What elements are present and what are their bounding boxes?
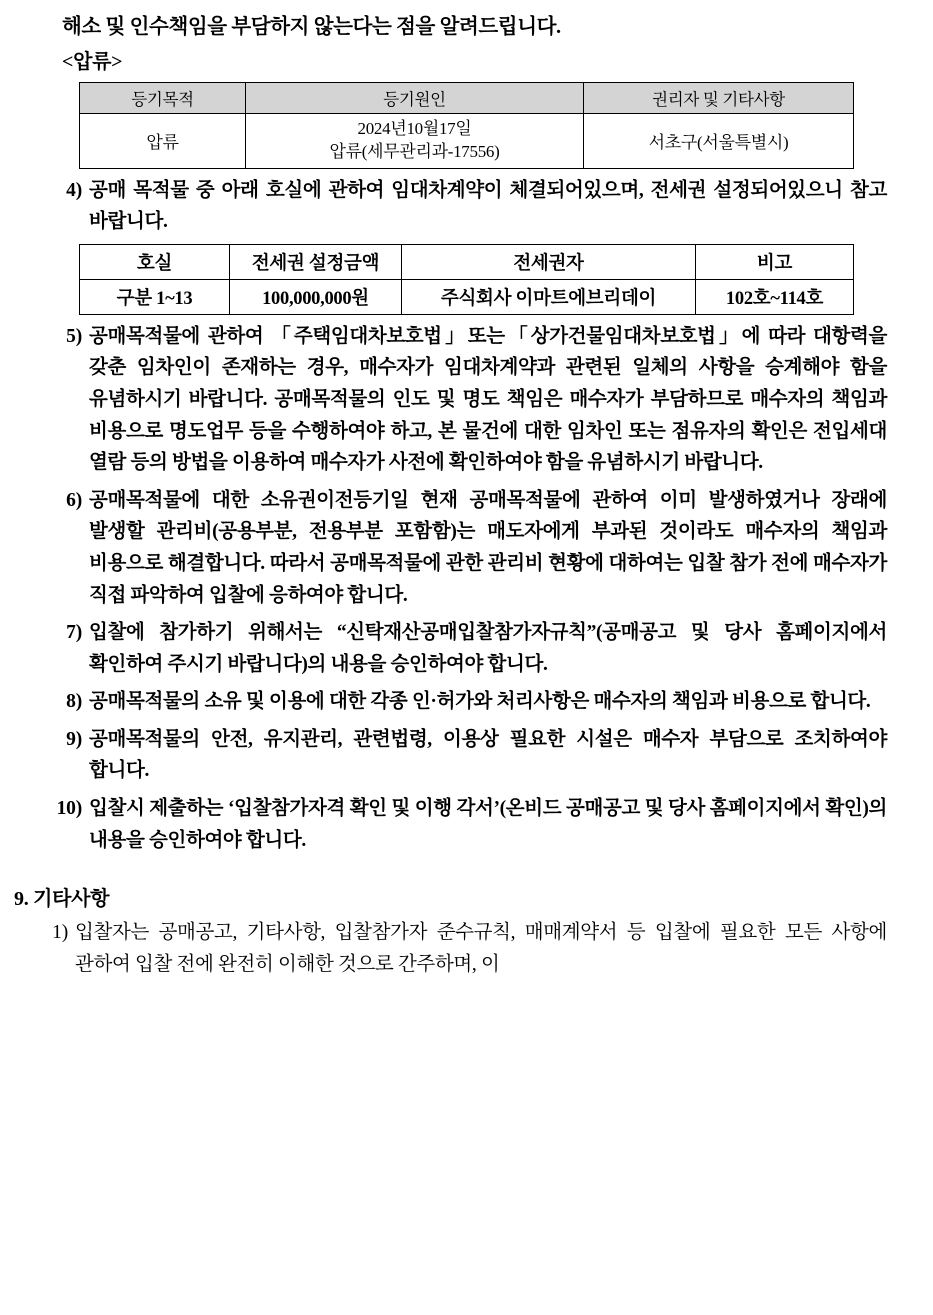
section-9-list-item-1: [32, 917, 887, 980]
list-item-9-number: 9): [66, 728, 82, 750]
cell-cause-line1: 2024년10월17일: [357, 118, 472, 138]
list-item-5-number: 5): [66, 325, 82, 347]
section-9: [14, 882, 887, 980]
list-item-9: [46, 724, 887, 787]
cell-amount: 100,000,000원: [230, 279, 402, 314]
column-header-purpose: 등기목적: [80, 82, 246, 113]
lease-table-wrapper: [46, 244, 887, 315]
list-item-5: [46, 321, 887, 479]
column-header-note: 비고: [696, 244, 854, 279]
table-header-row: [80, 244, 854, 279]
list-item-7-number: 7): [66, 622, 82, 644]
table-row: [80, 113, 854, 168]
section-9-heading: 9. 기타사항: [14, 888, 110, 911]
table-header-row: [80, 82, 854, 113]
column-header-lease-holder: 전세권자: [402, 244, 696, 279]
list-item-7-text: 입찰에 참가하기 위해서는 “신탁재산공매입찰참가자규칙”(공매공고 및 당사 홈페이지에서 확인하여 주시기 바랍니다)의 내용을 승인하여야 합니다.: [89, 622, 887, 675]
list-item-10: [46, 793, 887, 856]
cell-lease-holder: 주식회사 이마트에브리데이: [402, 279, 696, 314]
lease-table: [79, 244, 854, 315]
lead-paragraph: 해소 및 인수책임을 부담하지 않는다는 점을 알려드립니다.: [62, 16, 561, 38]
list-item-6-text: 공매목적물에 대한 소유권이전등기일 현재 공매목적물에 관하여 이미 발생하였거나 장래에 발생할 관리비(공용부분, 전용부분 포함함)는 매도자에게 부과된 것이라도 매수자의 책임과 비용으로 해결합니다. 따라서 공매목적물에 관한 관리비 현황에 대하여는 입찰 참가 전에 매수자가 직접 파악하여 입찰에 응하여야 합니다.: [89, 489, 887, 606]
seizure-table-wrapper: [46, 82, 887, 169]
cell-purpose: 압류: [80, 113, 246, 168]
list-item-8: [46, 686, 887, 718]
list-item-6-number: 6): [66, 489, 82, 511]
cell-cause: [246, 113, 584, 168]
list-item-8-text: 공매목적물의 소유 및 이용에 대한 각종 인·허가와 처리사항은 매수자의 책임과 비용으로 합니다.: [89, 691, 871, 713]
seizure-heading: <압류>: [62, 50, 123, 73]
list-item-10-number: 10): [56, 798, 82, 819]
column-header-room: 호실: [80, 244, 230, 279]
cell-cause-line2: 압류(세무관리과-17556): [329, 141, 500, 161]
table-row: [80, 279, 854, 314]
seizure-table: [79, 82, 854, 169]
cell-room: 구분 1~13: [80, 279, 230, 314]
column-header-holder: 권리자 및 기타사항: [584, 82, 854, 113]
cell-note: 102호~114호: [696, 279, 854, 314]
section-9-list-item-1-text: 입찰자는 공매공고, 기타사항, 입찰참가자 준수규칙, 매매계약서 등 입찰에 필요한 모든 사항에 관하여 입찰 전에 완전히 이해한 것으로 간주하며, 이: [75, 922, 887, 975]
list-item-4-text: 공매 목적물 중 아래 호실에 관하여 임대차계약이 체결되어있으며, 전세권 설정되어있으니 참고 바랍니다.: [89, 179, 887, 233]
list-item-6: [46, 485, 887, 611]
list-item-7: [46, 617, 887, 680]
list-item-4: [46, 175, 887, 238]
list-item-5-text: 공매목적물에 관하여 「주택임대차보호법」또는「상가건물임대차보호법」에 따라 대항력을 갖춘 임차인이 존재하는 경우, 매수자가 임대차계약과 관련된 일체의 사항을 승계해야 함을 유념하시기 바랍니다. 공매목적물의 인도 및 명도 책임은 매수자가 부담하므로 매수자의 책임과 비용으로 명도업무 등을 수행하여야 하고, 본 물건에 대한 임차인 또는 점유자의 확인은 전입세대 열람 등의 방법을 이용하여 매수자가 사전에 확인하여야 함을 유념하시기 바랍니다.: [89, 325, 887, 474]
column-header-amount: 전세권 설정금액: [230, 244, 402, 279]
list-item-10-text: 입찰시 제출하는 ‘입찰참가자격 확인 및 이행 각서’(온비드 공매공고 및 당사 홈페이지에서 확인)의 내용을 승인하여야 합니다.: [89, 798, 887, 851]
list-item-9-text: 공매목적물의 안전, 유지관리, 관련법령, 이용상 필요한 시설은 매수자 부담으로 조치하여야 합니다.: [89, 728, 887, 782]
column-header-cause: 등기원인: [246, 82, 584, 113]
list-item-4-number: 4): [66, 179, 82, 201]
list-item-8-number: 8): [66, 691, 82, 713]
cell-holder: 서초구(서울특별시): [584, 113, 854, 168]
section-9-list-item-1-number: 1): [52, 922, 68, 944]
